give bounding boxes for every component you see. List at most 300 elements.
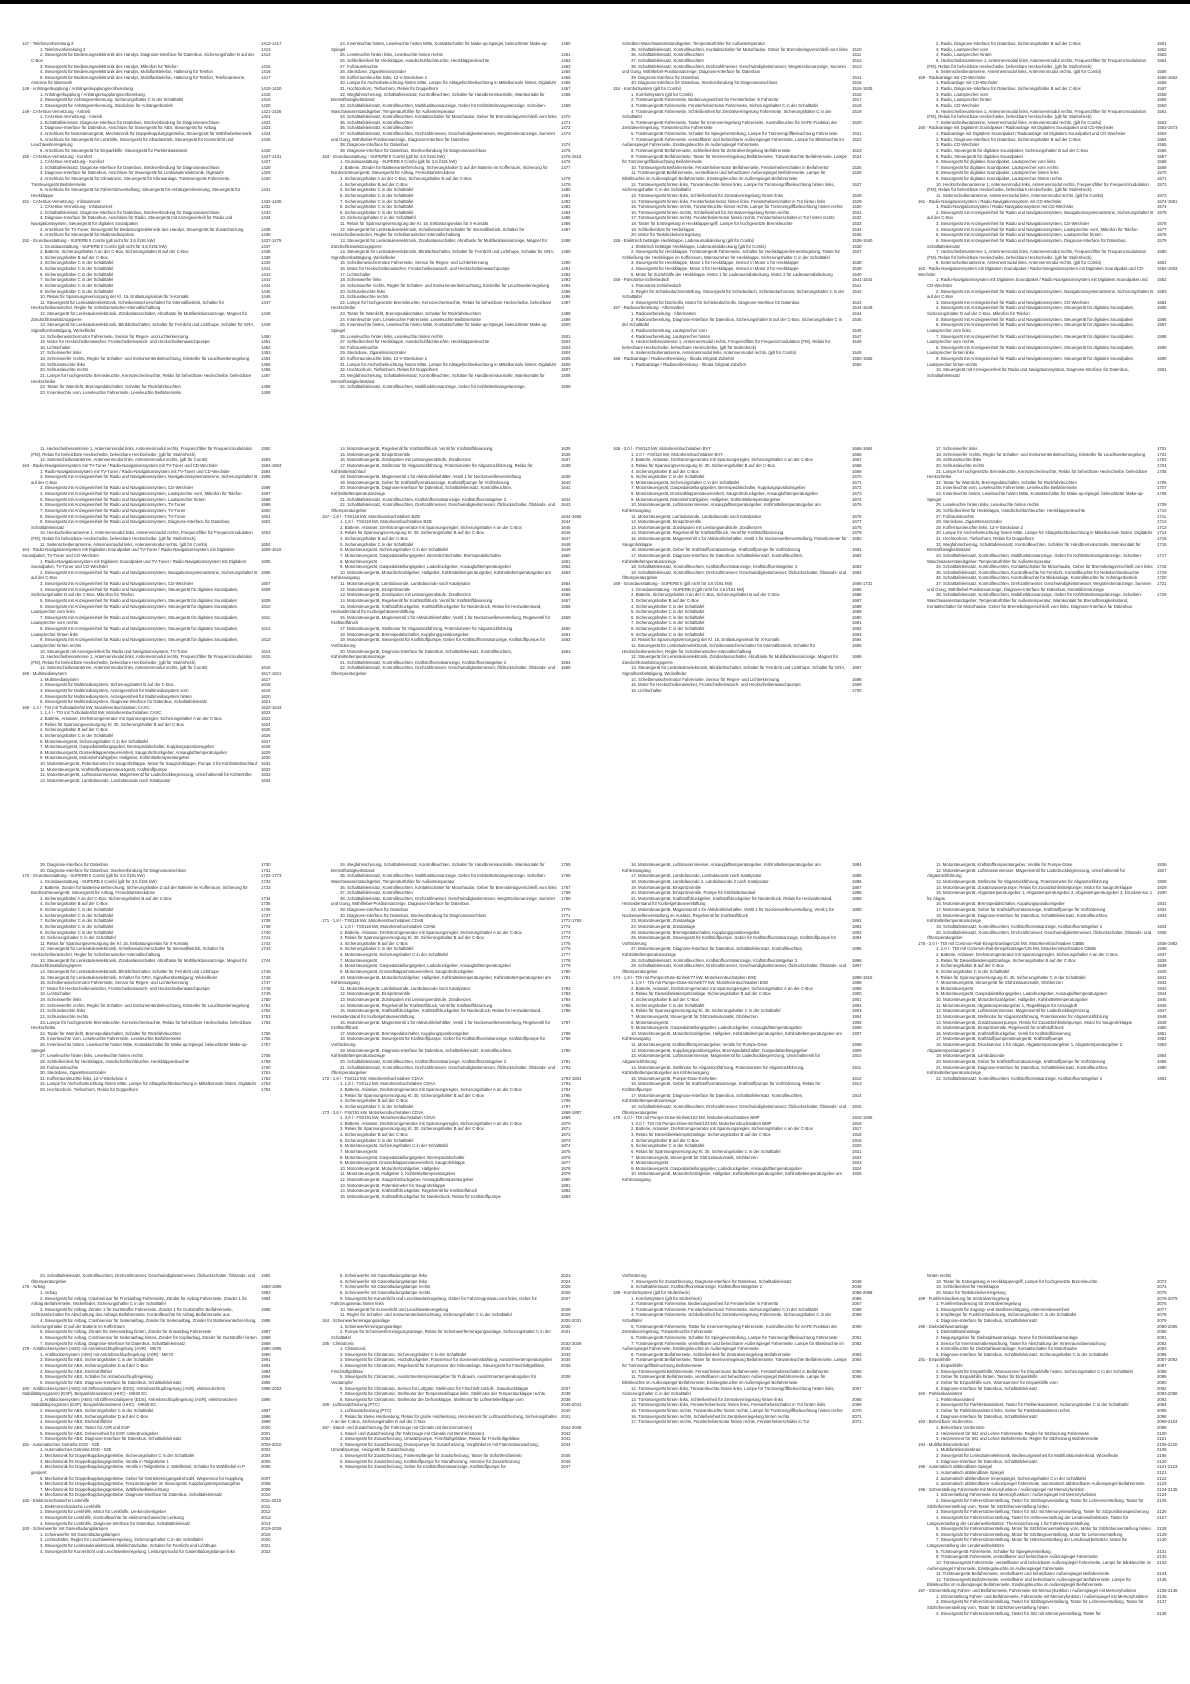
entry-text: 11. Türsteuergerät Beifahrerseite, verstellbarer und beheizbarer Außenspiegel Beifahrerseite: [936, 1571, 1110, 1577]
entry-page-number: 2060: [852, 1323, 862, 1329]
entry-text: 27. Motorsteuergerät, Diagnose-Interface für Datenbus, Schalttafeleinsatz, Kontrollleuchten, Kühlmitteltemperaturanzeige: [622, 946, 804, 957]
entry-text: 2. Steuergerät für Multimediasystem, Sicherungshalter B auf der C-Box: [40, 682, 174, 688]
entry-text: 18. Schalttafeleinsatz, Kontrollleuchten, Drehzahlmesser, Geschwindigkeitsmesser, Öldruckschalter, Ölstands- und Öltemperaturgeber: [622, 1103, 847, 1115]
entry-page-number: 1525: [852, 164, 862, 170]
entry-page-number: 2079: [1157, 1318, 1167, 1323]
entry-page-number: 1521: [852, 131, 862, 136]
entry-page-number: 2101: [1157, 1436, 1167, 1442]
entry-page-number: 1536-1540: [852, 237, 873, 243]
entry-page-number: 1893: [852, 929, 862, 935]
index-entry: [322, 373, 590, 384]
entry-page-number: 1878: [561, 1165, 571, 1171]
entry-page-number: 1427: [261, 159, 271, 165]
entry-text: 12. Steuergerät für Lenksäulenelektronik, Zündanlassschalter, Abruftaste für Multifunktionsanzeige, Magnet für Zündschlüsselabzugsperre: [31, 311, 247, 322]
entry-page-number: 1441: [261, 266, 271, 271]
entry-page-number: 1651: [561, 558, 571, 564]
entry-text: Vorförderung: [622, 1273, 647, 1278]
entry-page-number: 1745: [261, 968, 271, 974]
index-entry: [322, 238, 590, 249]
entry-page-number: 2034: [561, 1357, 571, 1363]
entry-text: 9. Motorsteuergerät, Gaspedalstellungsgeber, Ladedruckgeber, Ansauglufttemperaturgeber: [631, 1025, 803, 1031]
entry-page-number: 1951: [1157, 1030, 1167, 1036]
entry-page-number: 1630: [261, 755, 271, 761]
entry-text: 3. Steuergerät für Airbag, Zünder 1 für Gurtstraffer Fahrerseite, Zünder 1 für Gurtstraffer Beifahrerseite, Schlüsselschalter für Abschaltung des Airbags Beifahrerseite, Kontrollleuchte für Airbag Beifahrerseite aus: [31, 1306, 233, 1318]
entry-text: 4. Steuergerät für Kurvenlicht und Leuchtweitenregelung, Leistungsmodul für Gasentladungslampe links: [40, 1548, 235, 1554]
entry-page-number: 1996-2002: [261, 1385, 282, 1391]
entry-text: 30. Steckdose, Zigarettenanzünder: [40, 1070, 106, 1076]
index-entry: [22, 52, 290, 63]
entry-text: 15. Motorsteuergerät, Magnetventil 1 für Aktivkohlebehälter, Ventil 1 für Nockenwellenverstellung, Potentiometer für Saugrohrklappe: [622, 536, 847, 547]
entry-text: 19. Motorsteuergerät, Geber für Kraftstoffvorratsanzeige, Kraftstoffpumpe für Vorförderung: [340, 479, 510, 485]
entry-text: 4. Steuergerät für ABS, Drehzahlfühler: [40, 1419, 113, 1425]
entry-text: 2. Heizelement für Sitz und Lehne Fahrerseite, Regler für Sitzheizung Fahrerseite: [936, 1430, 1089, 1436]
entry-page-number: 1946: [1157, 1002, 1167, 1008]
entry-page-number: 1988: [261, 1334, 271, 1340]
entry-page-number: 1445: [261, 288, 271, 294]
entry-text: 15. Türsteuergerät hinten rechts, Türwarnleuchte hinten rechts, Lampe für Türinnengriffbeleuchtung hinten rechts: [631, 204, 843, 210]
index-entry: [918, 592, 1186, 609]
entry-page-number: 1677: [852, 519, 862, 525]
entry-page-number: 1930: [1157, 890, 1167, 896]
entry-text: 15. Motorsteuergerät, Kraftstoffdruckgeber für Niederdruck, Relais für Kraftstoffpumpe: [340, 1193, 501, 1199]
entry-text: 4. Türsteuergerät Fahrerseite, Schließeinheit für Zentralverriegelung Fahrerseite, Sicherungshalter C in der Schalttafel: [622, 1312, 832, 1323]
index-entry: [22, 559, 290, 570]
entry-text: 8. Motorsteuergerät, Gaspedalstellungsgeber, Bremspedalschalter: [340, 1154, 465, 1160]
entry-page-number: 1434: [261, 215, 271, 221]
entry-page-number: 1644: [561, 519, 571, 525]
entry-page-number: 2062: [852, 1340, 862, 1346]
entry-page-number: 1561: [1157, 108, 1167, 114]
entry-page-number: 1623: [261, 716, 271, 721]
entry-page-number: 1418: [261, 91, 271, 97]
entry-text: 19. Schließeinheit für Heckklappe: [936, 1284, 1000, 1290]
entry-text: 24. Motorsteuergerät, Zündanlage: [631, 923, 696, 929]
entry-page-number: 1879: [561, 1171, 571, 1177]
entry-text: 3. Steuergerät für ABS, Sicherungshalter D auf der C-Box: [40, 1413, 149, 1419]
entry-text: 5. Heckscheibenantenne 1, Antennenmodul links, Antennenmodul rechts, Frequenzfilter für Frequenzmodulation (FM), Relais für beheizbare Heckscheibe, beheizbare Heckscheibe, (gilt für Stufenheck): [927, 57, 1147, 69]
entry-text: 12. Motorsteuergerät, Luftmassenmesser, Magnetventil für Ladedruckbegrenzung, Umschaltventil für Abgasrückführung: [927, 867, 1126, 879]
entry-text: 35. Schalttafeleinsatz, Kontrollleuchten, Kontaktschalter für Motorhaube, Geber für Bremsbelagverschleiß vorn links: [631, 46, 848, 52]
entry-page-number: 1921: [852, 1148, 862, 1154]
entry-page-number: 1467: [561, 86, 571, 91]
entry-page-number: 1884: [852, 862, 862, 867]
entry-page-number: 2040: [561, 1408, 571, 1413]
entry-page-number: 1649: [561, 547, 571, 553]
entry-text: 4. Steuergerät für ABS, Drehzahlfühler: [40, 1368, 113, 1374]
entry-page-number: 1730: [261, 862, 271, 867]
entry-text: 5. Radio, Steuergerät für digitales Soundpaket: [936, 153, 1023, 159]
entry-page-number: 1550: [852, 361, 862, 367]
entry-text: 11. Türsteuergerät Beifahrerseite, verstellbarer und beheizbarer Außenspiegel Beifahrerseite, Lampe für Blinkleuchte im Außenspiegel Beifahrerseite, Einstiegsleuchte im Außenspiegel Beifahrerseite: [622, 1374, 826, 1385]
entry-page-number: 1774: [561, 935, 571, 941]
index-entry: [322, 249, 590, 260]
entry-page-number: 1440: [261, 260, 271, 266]
entry-text: 33. Wegfahrsicherung, Schalttafeleinsatz, Kontrollleuchten, Schalter für Handbremskontrolle, Warnkontakt für Bremsflüssigkeitsstand: [331, 372, 545, 384]
entry-text: 23. Lampe für hochgesetzte Bremsleuchte, Kennzeichenleuchte, Relais für beheizbare Heckscheibe, beheizbare Heckscheibe: [31, 1019, 252, 1031]
entry-page-number: 1995: [261, 1379, 271, 1385]
entry-text: 15. Motor für Heckscheibenwischer, Frontscheibenwasch- und Heckscheibenwaschpumpe: [40, 339, 210, 345]
entry-text: 168 - 2,0 l - FSI/110 kW, Motorkennbuchstaben BVY: [613, 446, 712, 451]
entry-text: 10. Motorsteuergerät, Potentiometer für Saugrohrklappe, Motor für Saugrohrklappe, Pumpe 2 für Kühlmittelnachlauf: [40, 761, 257, 766]
entry-text: 4. Mechatronik für Doppelkupplungsgetriebe, Ventile in Teilgetriebe 2, Wählhebel, Schalter für Wählhebel in P gesperrt: [31, 1464, 245, 1475]
entry-page-number: 1476-1515: [561, 153, 582, 159]
entry-page-number: 1784: [561, 997, 571, 1002]
entry-text: 7. Motorsteuergerät, Gaspedalstellungsgeber, Bremspedalschalter, Kupplungspositionsgeber: [631, 485, 806, 491]
entry-text: 174 - 1,9 l - TDI mit Pumpe-Düse-Einheit/77 kW, Motorkennbuchstaben BXE: [613, 974, 757, 980]
entry-page-number: 2130: [1157, 1537, 1167, 1543]
entry-text: 9. Steuergerät für Kurvenlicht und Leuchtweitenregelung, Geber für Fahrzeugniveau vorn links, Geber für Fahrzeugniveau hinten links: [331, 1295, 537, 1307]
entry-text: 4. Radiovorbereitung, Lautsprecher hinten: [631, 333, 711, 339]
entry-text: 19. Schlussleuchte links: [936, 457, 982, 463]
entry-page-number: 1490: [561, 260, 571, 266]
entry-page-number: 1747: [261, 980, 271, 986]
entry-page-number: 1917: [852, 1126, 862, 1132]
entry-page-number: 2044: [561, 1441, 571, 1447]
entry-text: 26. Motorsteuergerät, Steuergerät für Kraftstoffpumpe, Geber für Kraftstoffvorratsanzeige, Kraftstoffpumpe für Vorförderung: [622, 935, 837, 946]
entry-text: 19. Motorsteuergerät, Steuergerät für Kraftstoffpumpe, Geber für Kraftstoffvorratsanzeige, Kraftstoffpumpe für Vorförderung: [331, 637, 546, 648]
index-band-4: [0, 1273, 1190, 1649]
entry-text: 1. 1,9 l - TDI mit Pumpe-Düse-Einheit/77 kW, Motorkennbuchstaben BXE: [631, 980, 769, 986]
entry-page-number: 1530: [852, 204, 862, 210]
entry-page-number: 1413: [261, 46, 271, 52]
entry-text: 26. Schließeinheit für Heckklappe, Handschuhfachleuchte, Heckklappenleuchte: [936, 507, 1086, 513]
entry-text: 2. Batterie, Zünder für Batterieunterbrechung, Sicherungshalter D auf der Batterie im Kofferraum, Sicherung für Bordnetzsteuergerät, Steuergerät für Airbag, Fremdstartsteckdose: [31, 884, 248, 896]
entry-page-number: 1739: [261, 923, 271, 929]
entry-text: 169 - Grundausstattung - SUPERB II (gilt nicht für 3,6 l/191 kW): [613, 581, 733, 586]
entry-text: 2. Batterie, Anlasser, Drehstromgenerator mit Spannungsregler, Sicherungshalter A an der C-Box: [936, 952, 1118, 957]
entry-page-number: 1990-1995: [261, 1346, 282, 1352]
entry-text: 2. Batterie, Anlasser, Drehstromgenerator mit Spannungsregler, Sicherungshalter A an der C-Box: [340, 929, 522, 935]
entry-text: 14. Motorsteuergerät, Regelventil für Kraftstoffdruck, Ventil für Kraftstoffdosierung: [340, 597, 493, 603]
entry-page-number: 1916-1935: [852, 1115, 873, 1121]
entry-page-number: 1943: [1157, 985, 1167, 991]
entry-text: 14. Steuergerät für Lenksäulenelektronik, Blinklichtschalter, Schalter für Fernlicht und Lichthupe, Schalter für GRA, Signalhornbetätigung, Wickelfeder: [331, 249, 555, 260]
entry-text: 5. Anschluss für Steuergerät für Fahrersitzverstellung, Steuergerät für Anhängererkennung, Steuergerät für Heckklappe: [31, 187, 241, 198]
entry-page-number: 1717: [1157, 552, 1167, 558]
entry-text: 5. Diagnose-Interface für Datenbus, Schalttafeleinsatz: [936, 1385, 1038, 1391]
entry-text: 13. Motorsteuergerät, Zündspulen mit Leistungsendstufe, Zündkerzen: [631, 524, 762, 530]
entry-text: 183 - Scheinwerfer mit Gasentladungslampen: [22, 1526, 109, 1532]
entry-page-number: 1628: [261, 744, 271, 750]
entry-page-number: 1666: [852, 451, 862, 457]
index-entry: [22, 519, 290, 530]
entry-text: 4. Steuergerät für Multimediasystem, Anzeigeeinheit für Multimediasystem hinten: [40, 693, 192, 699]
entry-text: 4. Steuergerät für Fahrersitzverstellung, Taster für Höhenverstellung der Lendenwirbelstütze, Taster für Längsverstellung der Lendenwirbelstütze, Thermosicherung 1 für Fahrersitzverstellung: [927, 1514, 1129, 1526]
entry-page-number: 2080: [1157, 1329, 1167, 1335]
entry-page-number: 1592: [261, 446, 271, 451]
entry-text: 14. Motorsteuergerät, Regelventil für Kraftstoffdruck, Ventil für Kraftstoffdosierung: [340, 1002, 493, 1008]
entry-page-number: 1527: [852, 181, 862, 187]
index-entry: [22, 604, 290, 615]
index-band-1: [0, 41, 1190, 417]
entry-text: 9. Motorsteuergerät, Gaspedalstellungsgeber, Ladedruckgeber, Ansauglufttemperaturgeber: [340, 564, 512, 570]
index-entry: [22, 530, 290, 541]
entry-page-number: 1427-1431: [261, 153, 282, 159]
entry-text: 12. Seitenscheibenantenne, Antennenmodul links, Antennenmodul rechts, (gilt für Combi): [40, 665, 208, 671]
entry-page-number: 1419: [261, 97, 271, 103]
entry-text: 152 - Grundausstattung - SUPERB II Combi (gilt nicht für 3,6 l/191 kW): [22, 237, 155, 243]
entry-text: 23. Taster für Warnlicht, Bremspedalschalter, Schalter für Rückfahrleuchten: [340, 311, 481, 316]
entry-page-number: 1693: [852, 631, 862, 637]
entry-text: 2. Steuergerät für Einparkhilfe, Warnsummer für Einparkhilfe hinten, Sicherungshalter C in der Schalttafel: [936, 1368, 1133, 1374]
entry-text: 163 - Radio-Navigationssystem mit TV-Tuner / Radio-Navigationssystem mit TV-Tuner und CD-Wechsler: [22, 462, 218, 468]
entry-text: 6. Seitenscheibenantenne, Antennenmodul links, Antennenmodul rechts, (gilt für Combi): [631, 350, 797, 356]
index-entry: [613, 249, 881, 260]
entry-text: 149 - CAN-Bus-Vernetzung - Antrieb: [22, 108, 91, 114]
entry-text: 1. Radio-Navigationssystem / Radio-Navigationssystem mit CD-Wechsler: [936, 204, 1074, 210]
entry-text: 6. Motorsteuergerät, Sicherungshalter C in der Schalttafel: [631, 479, 739, 485]
entry-text: 18. Taster für Entriegelung in Heckklappengriff, Lampe für hochgesetzte Bremsleuchte: [631, 221, 793, 226]
entry-page-number: 1425: [261, 136, 271, 142]
entry-text: 3. Relais für Spannungsversorgung Kl. 30, Sicherungshalter B auf der C-Box: [40, 721, 184, 727]
index-entry: [918, 868, 1186, 879]
entry-text: 4. Steuergerät für Airbag, Crashsensor für Seitenairbag, Zünder für Seitenairbag, Zünder für Batterieunterbrechung, Sicherungshalter D auf der Batterie im Kofferraum: [31, 1318, 257, 1329]
entry-text: 24. Innenleuchte hinten, Leseleuchte hinten Mitte, Kontaktschalter für Make-up-Spiegel, beleuchteter Make-up-Spiegel: [331, 41, 548, 52]
entry-page-number: 2029: [561, 1312, 571, 1318]
entry-text: 148 - Anhängerkupplung / Anhängerkupplungsvorbereitung: [22, 86, 133, 91]
entry-text: 147 - Telefonvorbereitung 2: [22, 41, 74, 46]
entry-text: 6. Motorsteuergerät, Sicherungshalter C in der Schalttafel: [340, 952, 448, 957]
entry-page-number: 1929: [1157, 884, 1167, 890]
entry-page-number: 1471: [561, 119, 571, 125]
entry-page-number: 1602: [261, 519, 271, 525]
entry-text: 3. Relais für Spannungsversorgung Kl. 30, Sicherungshalter B auf der C-Box: [340, 1092, 484, 1098]
entry-text: 16. Lichtschalter: [631, 687, 662, 693]
entry-text: 2. Batterie, Anlasser, Drehstromgenerator mit Spannungsregler, Sicherungshalter A an der C-Box: [340, 1120, 522, 1126]
entry-text: 3. Relais für Spannungsversorgung Kl. 30, Sicherungshalter B auf der C-Box: [631, 462, 775, 468]
entry-page-number: 2136-2148: [1157, 1588, 1178, 1593]
entry-page-number: 1761: [261, 1070, 271, 1076]
entry-text: 7. Mechatronik für Doppelkupplungsgetriebe, Wählhebelbeleuchtung: [40, 1486, 169, 1492]
entry-page-number: 1597: [261, 491, 271, 496]
entry-page-number: 1478: [561, 176, 571, 181]
entry-text: 3. Türsteuergerät Fahrerseite, Fensterhebermotor Fahrerseite, Sicherungshalter C in der Schalttafel: [631, 1306, 818, 1312]
entry-page-number: 1945: [1157, 997, 1167, 1002]
entry-text: 2. Steuergerät für Anhängererkennung, Sicherungshalter C in der Schalttafel: [40, 97, 184, 103]
entry-text: 16. Lichtschalter: [40, 344, 71, 350]
entry-text: 4. Steuergerät für Lenkhilfe, Diagnose-Interface für Datenbus, Schalttafeleinsatz: [40, 1520, 191, 1526]
entry-page-number: 1947: [1157, 1008, 1167, 1014]
entry-page-number: 1480: [561, 187, 571, 193]
entry-text: 10. Motorsteuergerät, Luftmassenmesser, Ansauglufttemperaturgeber, Kühlmitteltemperaturgeber am Kühlerausgang: [622, 502, 821, 513]
entry-page-number: 2041: [561, 1413, 571, 1419]
entry-page-number: 2030-2031: [561, 1318, 582, 1323]
entry-text: 30. Lampe für Ascherbeleuchtung hinten Mitte, Lampe für Ablagefachbeleuchtung in Mittelkonsole hinten, Digitaluhr: [936, 530, 1153, 536]
entry-page-number: 1755: [261, 1030, 271, 1036]
entry-text: 8. Motorsteuergerät: [631, 1019, 668, 1025]
entry-text: 25. Motorsteuergerät, Bremspedalschalter, Kupplungspositionsgeber: [631, 929, 760, 935]
entry-text: 10. Motorsteuergerät, Motordrehzahlgeber, Hallgeber, Kühlmitteltemperaturgeber, Kühlmitteltemperaturgeber am Kühlerausgang: [622, 1171, 842, 1182]
entry-text: 10. Heckscheibenantenne 1, Antennenmodul links, Antennenmodul rechts, Frequenzfilter für Frequenzmodulation (FM), Relais für beheizbare Heckscheibe, beheizbare Heckscheibe, (gilt für Stufenheck): [31, 530, 253, 541]
entry-page-number: 1503: [561, 344, 571, 350]
entry-page-number: 1996: [261, 1396, 271, 1402]
entry-text: 7. Motorsteuergerät: [340, 1148, 377, 1154]
entry-page-number: 1888: [852, 890, 862, 896]
entry-page-number: 1676: [852, 513, 862, 519]
entry-text: 3. Steuergerät für Zusatzheizung, Dosierpumpe für Zusatzheizung, Vorglühkerze mit Flammüberwachung, Umwälzpumpe, Heizgerät für Zusatzheizung: [331, 1441, 539, 1453]
entry-text: 2. Steuergerät für ABS, Sicherungshalter C in der Schalttafel: [40, 1357, 154, 1363]
entry-page-number: 1985: [261, 1306, 271, 1312]
entry-page-number: 2122: [1157, 1475, 1167, 1481]
entry-text: 2. Steuergerät für Heckklappe, Türsteuergerät Fahrerseite, Schalter für Heckklappenfernentriegelung, Taster für Schließung der Heckklappe im Kofferraum, Warnsummer für Heckklappe, Sicherungshalter C in der Schalttafel: [622, 249, 840, 260]
entry-text: 4. Sicherungshalter B auf der C-Box: [936, 963, 1004, 969]
index-entry: [22, 1318, 290, 1329]
entry-text: 2. Radiovorbereitung, Diagnose-Interface für Datenbus, Sicherungshalter B auf der C-Box, Sicherungshalter C in der Schalttafel: [622, 316, 843, 328]
entry-page-number: 1785: [561, 1002, 571, 1008]
entry-page-number: 1567: [1157, 153, 1167, 159]
entry-text: 17. Motorsteuergerät, Lambdasonde, Lambdasonde nach Katalysator: [631, 873, 762, 879]
entry-page-number: 1990: [261, 1351, 271, 1357]
entry-text: 32. Wegfahrsicherung, Schalttafeleinsatz, Kontrollleuchten, Schalter für Handbremskontrolle, Warnkontakt für Bremsflüssigkeitsstand: [927, 541, 1141, 553]
entry-page-number: 1528: [852, 192, 862, 198]
entry-text: 11. Regler für Schalter- und Instrumentenbeleuchtung, Sicherungshalter C in der Schalttafel: [340, 1312, 512, 1318]
entry-text: 5. Steuergerät für Multimediasystem, Diagnose-Interface für Datenbus, Schalttafeleinsatz: [40, 699, 208, 705]
entry-text: 12. Motorsteuergerät, Einspritzventile: [340, 991, 411, 997]
entry-text: 14. Türsteuergerät hinten links, Fensterhebermotor hinten links, Fensterheberschalter in Tür hinten links: [631, 198, 826, 204]
entry-text: 4. Sicherungshalter B auf der C-Box: [340, 1098, 408, 1104]
entry-page-number: 1506: [561, 361, 571, 367]
entry-page-number: 2073: [1157, 1278, 1167, 1284]
entry-page-number: 1556-1562: [1157, 74, 1178, 80]
entry-text: 6. Türsteuergerät Fahrerseite, Schalter für Spiegelverstellung, Lampe für Türinnengriffbeleuchtung Fahrerseite: [631, 131, 838, 136]
entry-text: 170 - Grundausstattung - SUPERB II Combi (gilt für 3,6 l/191 kW): [22, 873, 145, 879]
entry-page-number: 1546: [852, 327, 862, 333]
entry-page-number: 1687: [852, 597, 862, 603]
entry-page-number: 1549: [852, 350, 862, 356]
entry-page-number: 1543: [852, 299, 862, 305]
entry-text: 17. Motor für Heckscheibenwischer, Frontscheibenwasch- und Heckscheibenwaschpumpe: [40, 985, 210, 991]
entry-page-number: 2083: [1157, 1346, 1167, 1352]
entry-page-number: 1611: [261, 614, 271, 620]
entry-page-number: 1698: [852, 676, 862, 682]
index-entry: [918, 1065, 1186, 1076]
entry-text: 11. Motorsteuergerät, Kraftstoffpumpensteuergerät, Kraftstoffpumpe: [40, 766, 168, 772]
entry-text: 1. 2,0 l - TDI mit Common-Rail-Einspritzanlage/125 kW, Motorkennbuchstaben CBBB: [936, 946, 1096, 952]
entry-page-number: 1518: [852, 102, 862, 108]
entry-text: 7. Türsteuergerät Fahrerseite, verstellbarer und beheizbarer Außenspiegel Fahrerseite, Lampe für Blinkleuchte im Außenspiegel Fahrerseite, Einstiegsleuchte im Außenspiegel Fahrerseite: [622, 1340, 844, 1352]
index-entry: [918, 930, 1186, 941]
entry-text: 8. Sicherungshalter C in der Schalttafel: [340, 204, 414, 210]
entry-page-number: 1775: [561, 940, 571, 946]
entry-page-number: 2023: [561, 1273, 571, 1278]
entry-text: 18. Scheinwerfer rechts, Regler für Schalter- und Instrumentenbeleuchtung, Einsteller für Leuchtweitenregelung: [40, 356, 250, 361]
entry-text: 22. Schalttafeleinsatz, Kontrollleuchten, Kraftstoffvorratsanzeige, Kraftstoffvorratsgeber 2: [936, 1075, 1103, 1081]
index-entry: [22, 637, 290, 648]
index-column-4-1: [22, 1273, 290, 1649]
entry-page-number: 1604: [261, 541, 271, 547]
entry-text: 16. Motorsteuergerät, Luftmassenmesser, Ansauglufttemperaturgeber, Kühlmitteltemperaturgeber am Kühlerausgang: [622, 862, 821, 873]
entry-text: 5. Sicherungshalter C in der Schalttafel: [40, 266, 114, 271]
index-entry: [613, 688, 881, 694]
entry-text: 8. Motorsteuergerät: [340, 558, 377, 564]
index-entry: [613, 182, 881, 193]
entry-page-number: 1591: [1157, 367, 1167, 373]
entry-page-number: 1574-1581: [1157, 198, 1178, 204]
entry-page-number: 1451: [261, 339, 271, 345]
entry-page-number: 1916: [852, 1120, 862, 1126]
entry-text: 13. Türsteuergerät hinten links, Schließeinheit für Zentralverriegelung hinten links: [631, 1396, 783, 1402]
entry-text: 35. Schalttafeleinsatz, Kontrollleuchten, Kontrollleuchte für Fernlicht, Kontrollleuchte für Nebelschlussleuchte: [936, 569, 1140, 575]
entry-text: 180 - Antiblockiersystem (ABS) mit Differenzialsperre (EDS), Antriebsschlupfregelung (ASR), elektronischem Stabilitätsprogramm (ESP), Berganfahrassistent (HHC) - MK60 EC: [22, 1385, 226, 1397]
index-entry: [613, 1104, 881, 1115]
entry-text: 2. Steuergerät für Lenkhilfe, Motor für Lenkhilfe, Lenkmomentgeber: [40, 1509, 167, 1515]
entry-text: 185 - Climatronic: [322, 1340, 354, 1346]
entry-page-number: 2056-2088: [852, 1289, 873, 1295]
entry-page-number: 1903: [852, 1008, 862, 1014]
entry-page-number: 2137: [1157, 1599, 1167, 1605]
entry-page-number: 1794: [561, 1087, 571, 1092]
entry-page-number: 2093: [1157, 1396, 1167, 1402]
entry-page-number: 1472: [561, 125, 571, 131]
index-column-2-4: [918, 446, 1186, 822]
entry-page-number: 1662: [561, 637, 571, 643]
entry-page-number: 1786: [561, 1008, 571, 1014]
entry-page-number: 1570: [1157, 170, 1167, 176]
entry-text: 10. Relais für Spannungsversorgung der Kl. 15, Entlastungsrelais für X-Kontakt: [631, 637, 780, 643]
index-entry: [918, 1076, 1186, 1082]
entry-page-number: 1501: [561, 333, 571, 339]
entry-text: 178 - Airbag: [22, 1284, 45, 1290]
index-entry: [613, 553, 881, 564]
entry-text: 18. Motorsteuergerät, Lambdasonde 2, Lambdasonde 2 nach Katalysator: [631, 878, 769, 884]
entry-text: 12. Türsteuergerät hinten links, Türwarnleuchte hinten links, Lampe für Türinnengriffbeleuchtung hinten links, Sicherungshalter C in der Schalttafel: [622, 181, 835, 193]
entry-text: 27. Leseleuchte hinten links, Leseleuchte hinten rechts: [40, 1053, 143, 1059]
entry-page-number: 1895: [852, 946, 862, 952]
entry-page-number: 1541-1543: [852, 277, 873, 283]
entry-page-number: 2134: [1157, 1571, 1167, 1577]
entry-page-number: 1458: [261, 384, 271, 390]
entry-page-number: 1516: [852, 91, 862, 97]
entry-text: 3. Geber für Einparkhilfe hinten, Taster für Einparkhilfe: [936, 1374, 1038, 1380]
entry-page-number: 1931: [1157, 901, 1167, 907]
entry-text: 1. CAN-Bus-Vernetzung - Komfort: [40, 159, 104, 165]
entry-text: 3. Diagnose-Interface für Datenbus, Anschluss für Steuergerät für ABS, Steuergerät für Airbag: [40, 125, 216, 131]
index-entry: [322, 227, 590, 238]
entry-page-number: 1936-1982: [1157, 940, 1178, 946]
entry-page-number: 1582: [1157, 277, 1167, 283]
index-entry: [613, 64, 881, 75]
index-entry: [613, 502, 881, 513]
entry-page-number: 2003: [261, 1447, 271, 1453]
entry-page-number: 2025: [561, 1284, 571, 1290]
entry-text: 2. Steuergerät für Zusatzheizung, Umwälzpumpe, Frischluftgebläse, Relais für Frischluftgebläse: [340, 1436, 520, 1442]
entry-text: 12. Motorsteuergerät, Saugrohrdruckgeber, Ansauglufttemperaturgeber: [340, 1177, 474, 1182]
entry-page-number: 1948: [1157, 1013, 1167, 1019]
entry-text: 3. Steuergerät mit Anzeigeeinheit für Radio und Navigationssystem, CD-Wechsler: [40, 581, 194, 586]
entry-page-number: 1432: [261, 204, 271, 210]
entry-text: 1. 1,8 l - TSI/112 kW, Motorkennbuchstaben CDAA: [340, 1081, 436, 1087]
entry-page-number: 2082: [1157, 1340, 1167, 1346]
index-entry: [918, 249, 1186, 260]
index-entry: [613, 137, 881, 148]
entry-text: 1. Antiblockiersystem (ABS) mit Differenzialsperre (EDS), Antriebsschlupfregelung (ASR), elektronischem Stabilitätsprogramm (ESP), Berganfahrassistent (HHC) - MK60 EC: [31, 1396, 238, 1408]
entry-page-number: 1675: [852, 502, 862, 508]
entry-text: 1. Sitzverstellung Fahrerseite mit Memoryfunktion / Außenspiegel mit Memoryfunktion: [936, 1492, 1097, 1498]
entry-text: 166 - 1,4 l - TSI mit Turbolader/92 kW, Motorkennbuchstaben CAXC: [22, 704, 150, 710]
entry-text: 182 - Elektromechanische Lenkhilfe: [22, 1498, 90, 1503]
entry-page-number: 1795: [561, 1092, 571, 1098]
entry-page-number: 1933: [1157, 912, 1167, 918]
entry-text: 14. Scheibenwischermotor Fahrerseite, Sensor für Regen- und Lichterkennung: [40, 333, 188, 339]
entry-text: 18. Motorsteuergerät, Magnetventil 1 für Aktivkohlebehälter, Ventil 1 für Nockenwellenverstellung: [340, 474, 521, 480]
entry-page-number: 1887: [852, 884, 862, 890]
index-entry: [322, 322, 590, 333]
entry-page-number: 2007: [261, 1475, 271, 1481]
entry-text: 6. Steuergerät für ABS, Gebereinheit für ESP, Unterdruckgeber: [40, 1430, 159, 1436]
entry-text: 3. Empfänger für Funkfernbedienung, Sicherungshalter C in der Schalttafel: [936, 1312, 1077, 1318]
entry-page-number: 1690: [852, 614, 862, 620]
entry-page-number: 1681: [852, 547, 862, 553]
